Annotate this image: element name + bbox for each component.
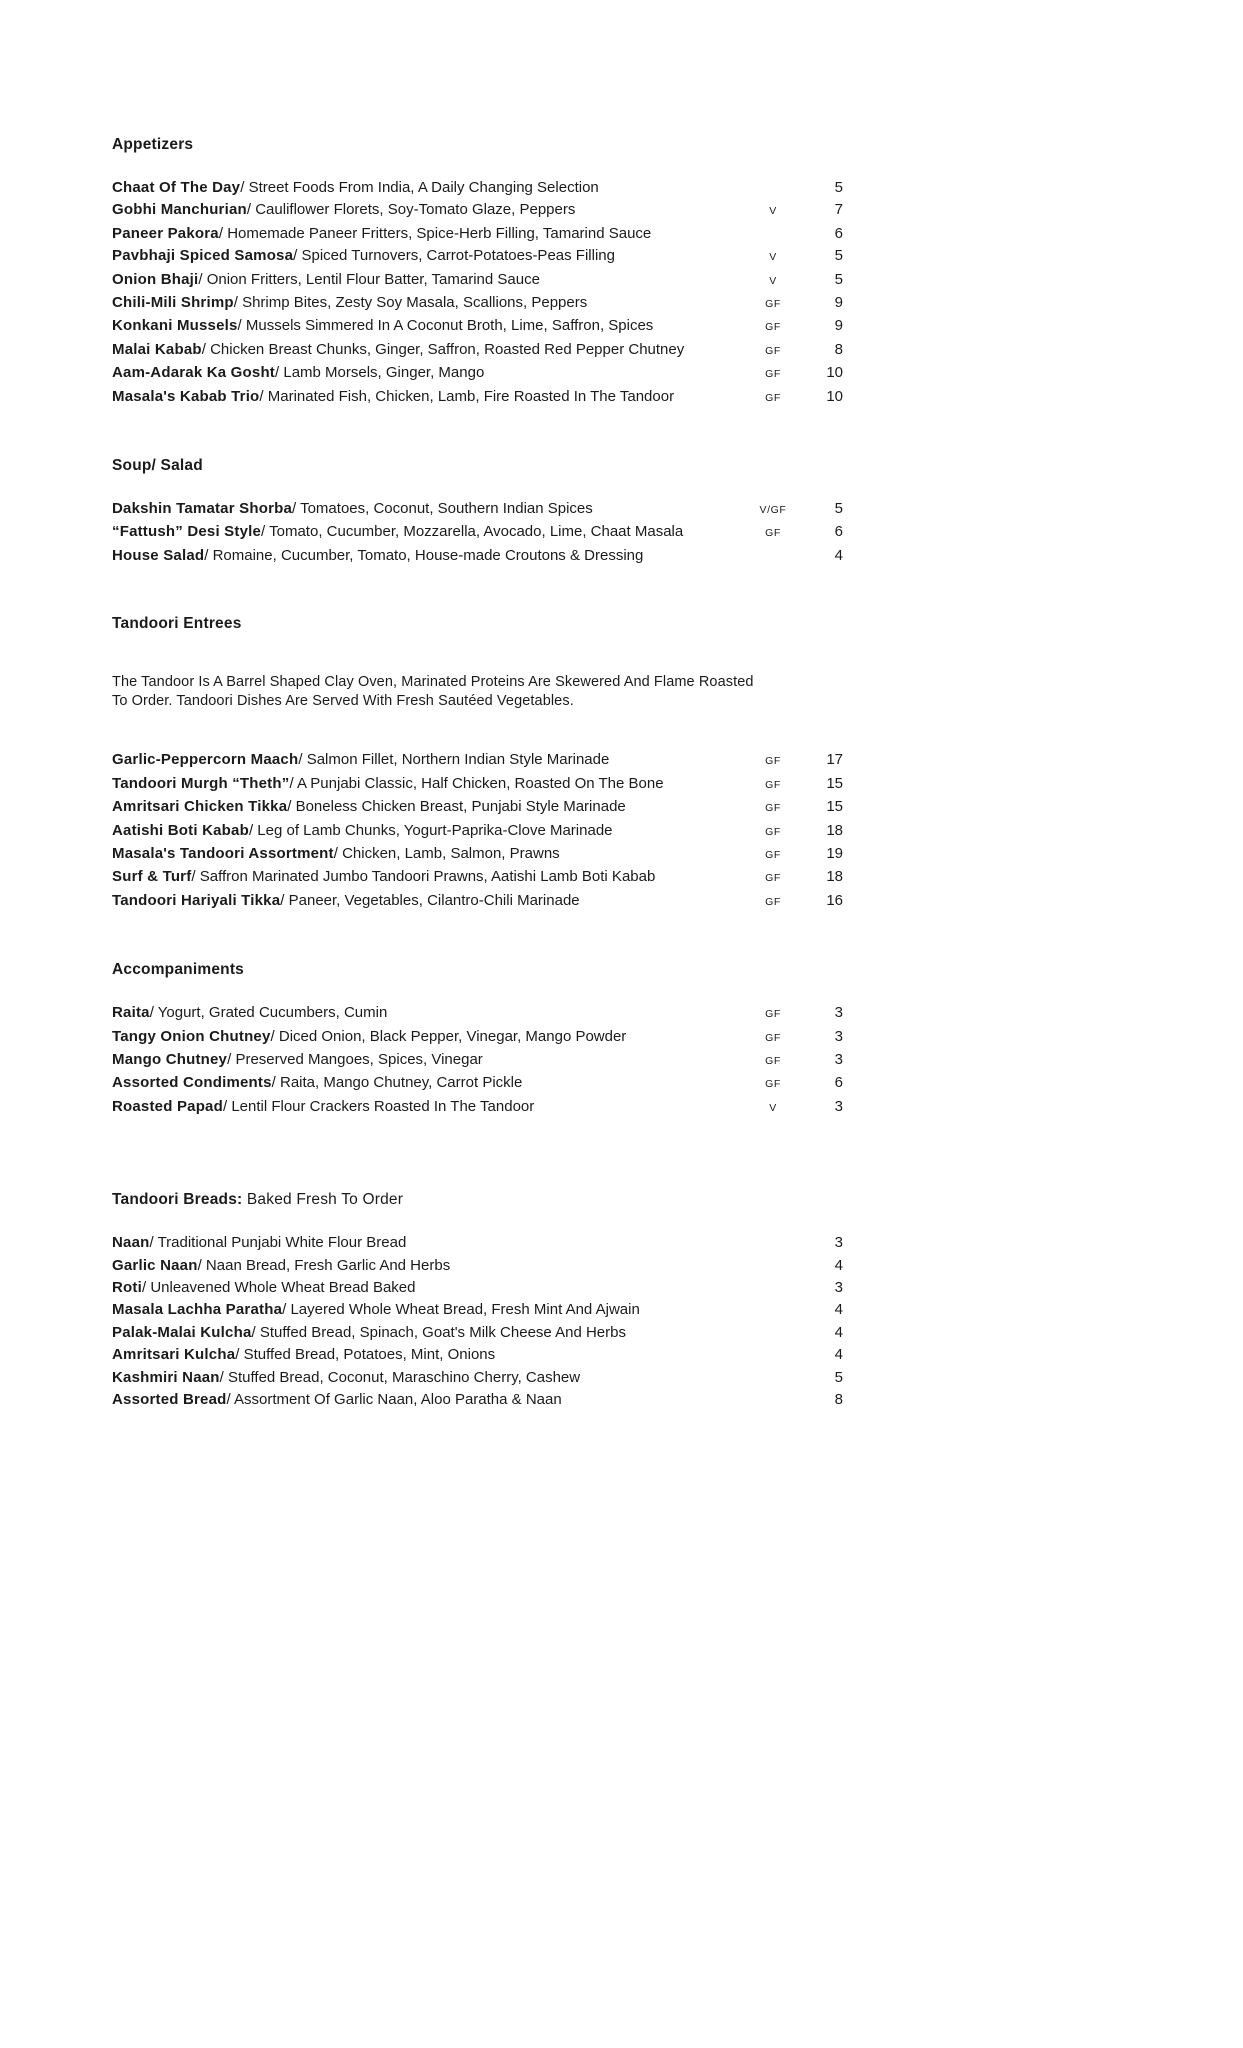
item-price: 17: [826, 751, 843, 769]
item-description: Preserved Mangoes, Spices, Vinegar: [235, 1050, 483, 1068]
item-name: Paneer Pakora: [112, 224, 219, 242]
item-diet-tag: GF: [765, 802, 781, 815]
item-name: Konkani Mussels: [112, 317, 238, 335]
item-price: 6: [834, 1074, 843, 1092]
item-price: 9: [834, 294, 843, 312]
menu-item: [112, 521, 843, 544]
menu-item: [112, 1367, 843, 1389]
menu-item-text: [112, 1255, 743, 1277]
menu-item-text: [112, 1232, 743, 1254]
section-note: The Tandoor Is A Barrel Shaped Clay Oven, Marinated Proteins Are Skewered And Flame Roasted To Order. Tandoori Dishes Are Served With Fresh Sautéed Vegetables.: [112, 674, 754, 710]
item-name: Pavbhaji Spiced Samosa: [112, 247, 294, 265]
item-description: Cauliflower Florets, Soy-Tomato Glaze, Peppers: [255, 201, 576, 219]
item-separator: /: [287, 798, 292, 816]
menu-item-text: [112, 521, 743, 543]
item-price: 5: [834, 179, 843, 196]
item-description: Spiced Turnovers, Carrot-Potatoes-Peas Filling: [301, 247, 615, 265]
item-diet-tag: GF: [765, 895, 781, 908]
menu-item: [112, 1344, 843, 1366]
menu-item: [112, 1049, 843, 1072]
item-price: 18: [826, 821, 843, 839]
item-description: Leg of Lamb Chunks, Yogurt-Paprika-Clove Marinade: [257, 821, 613, 839]
item-price: 6: [834, 224, 843, 242]
item-name: Amritsari Kulcha: [112, 1346, 236, 1364]
menu-item-text: [112, 773, 743, 795]
item-name: Surf & Turf: [112, 868, 192, 886]
item-diet-tag: GF: [765, 298, 781, 311]
item-price: 4: [834, 1256, 843, 1274]
item-name: Amritsari Chicken Tikka: [112, 798, 288, 816]
item-separator: /: [226, 1391, 231, 1408]
section-title-text: Soup/ Salad: [112, 457, 203, 475]
item-separator: /: [218, 224, 224, 242]
item-diet-tag: GF: [765, 755, 781, 768]
item-price: 5: [834, 247, 843, 265]
item-diet-tag: GF: [765, 344, 781, 357]
item-name: Malai Kabab: [112, 340, 202, 358]
item-description: Marinated Fish, Chicken, Lamb, Fire Roasted In The Tandoor: [267, 387, 675, 405]
item-diet-tag: V: [769, 1101, 777, 1114]
menu-item-text: [112, 1096, 743, 1118]
item-separator: /: [198, 270, 203, 288]
section-items: [112, 749, 843, 913]
item-separator: /: [219, 1368, 224, 1386]
item-price: 16: [826, 891, 843, 909]
item-price: 5: [834, 270, 843, 288]
menu-content: [112, 136, 843, 1411]
section-items: [112, 498, 843, 567]
item-diet-tag: GF: [765, 368, 781, 381]
item-description: Diced Onion, Black Pepper, Vinegar, Mango Powder: [278, 1027, 627, 1045]
item-name: Garlic Naan: [112, 1256, 198, 1274]
item-price: 4: [834, 1301, 843, 1319]
menu-item: [112, 339, 843, 362]
item-description: Tomato, Cucumber, Mozzarella, Avocado, Lime, Chaat Masala: [269, 523, 684, 541]
item-name: Garlic-Peppercorn Maach: [112, 751, 299, 769]
menu-item: [112, 223, 843, 245]
menu-section: [112, 961, 843, 1119]
menu-item-text: [112, 386, 743, 408]
menu-item: [112, 362, 843, 385]
menu-item: [112, 1299, 843, 1321]
menu-item-text: [112, 292, 743, 314]
item-price: 3: [834, 1278, 843, 1296]
menu-item: [112, 866, 843, 889]
item-description: Tomatoes, Coconut, Southern Indian Spices: [300, 500, 593, 518]
item-diet-tag: GF: [765, 1031, 781, 1044]
menu-item-text: [112, 1026, 743, 1048]
item-name: Assorted Condiments: [112, 1074, 272, 1092]
menu-item: [112, 292, 843, 315]
menu-item-text: [112, 177, 743, 199]
section-subtitle: Baked Fresh To Order: [246, 1191, 404, 1209]
item-separator: /: [149, 1234, 154, 1252]
item-diet-tag: GF: [765, 1078, 781, 1091]
item-description: Stuffed Bread, Potatoes, Mint, Onions: [243, 1346, 496, 1364]
section-items: [112, 1002, 843, 1119]
menu-item-text: [112, 1072, 743, 1094]
item-price: 9: [834, 317, 843, 335]
menu-item-text: [112, 866, 743, 888]
item-description: Chicken Breast Chunks, Ginger, Saffron, Roasted Red Pepper Chutney: [210, 340, 685, 358]
item-price: 3: [834, 1097, 843, 1115]
menu-item: [112, 269, 843, 292]
item-description: Lentil Flour Crackers Roasted In The Tandoor: [231, 1097, 535, 1115]
item-separator: /: [292, 500, 297, 518]
item-description: Onion Fritters, Lentil Flour Batter, Tamarind Sauce: [206, 270, 540, 288]
item-name: “Fattush” Desi Style: [112, 523, 262, 541]
section-title: [112, 457, 843, 475]
item-name: Masala Lachha Paratha: [112, 1301, 283, 1319]
item-name: Chaat Of The Day: [112, 179, 241, 196]
menu-item: [112, 1072, 843, 1095]
section-title-text: Appetizers: [112, 136, 194, 153]
menu-item-text: [112, 223, 743, 245]
section-title-text: Accompaniments: [112, 961, 244, 979]
menu-item-text: [112, 1277, 743, 1299]
item-separator: /: [289, 774, 294, 792]
item-separator: /: [197, 1256, 202, 1274]
menu-item-text: [112, 545, 743, 567]
menu-item: [112, 1096, 843, 1119]
section-title: [112, 961, 843, 979]
menu-item: [112, 1277, 843, 1299]
item-name: Raita: [112, 1004, 150, 1022]
item-price: 15: [826, 774, 843, 792]
item-separator: /: [280, 891, 285, 909]
item-diet-tag: V/GF: [759, 504, 787, 517]
menu-item: [112, 1232, 843, 1254]
item-price: 6: [834, 523, 843, 541]
menu-item-text: [112, 339, 743, 361]
item-price: 4: [834, 1346, 843, 1364]
item-price: 4: [834, 546, 843, 564]
item-diet-tag: GF: [765, 778, 781, 791]
item-description: Yogurt, Grated Cucumbers, Cumin: [157, 1004, 388, 1022]
menu-item-text: [112, 1367, 743, 1389]
item-separator: /: [141, 1278, 147, 1296]
item-price: 18: [826, 868, 843, 886]
menu-item-text: [112, 245, 743, 267]
item-separator: /: [270, 1027, 275, 1045]
item-separator: /: [222, 1097, 228, 1115]
item-separator: /: [271, 1074, 276, 1092]
item-separator: /: [149, 1004, 154, 1022]
menu-item-text: [112, 1344, 743, 1366]
item-description: Homemade Paneer Fritters, Spice-Herb Filling, Tamarind Sauce: [227, 224, 652, 242]
item-separator: /: [227, 1050, 232, 1068]
section-items: [112, 177, 843, 409]
menu-item: [112, 315, 843, 338]
menu-section: [112, 615, 843, 913]
item-diet-tag: V: [769, 251, 777, 264]
section-title: [112, 1191, 843, 1209]
menu-item-text: [112, 199, 743, 221]
item-description: Assortment Of Garlic Naan, Aloo Paratha & Naan: [234, 1391, 562, 1408]
menu-item-text: [112, 362, 743, 384]
menu-item-text: [112, 1002, 743, 1024]
menu-item: [112, 749, 843, 772]
menu-item: [112, 498, 843, 521]
item-name: Masala's Kabab Trio: [112, 387, 260, 405]
item-price: 7: [834, 201, 843, 219]
item-separator: /: [282, 1301, 287, 1319]
item-name: Aatishi Boti Kabab: [112, 821, 249, 839]
menu-item: [112, 386, 843, 409]
menu-item-text: [112, 749, 743, 771]
item-diet-tag: GF: [765, 391, 781, 404]
item-description: Salmon Fillet, Northern Indian Style Marinade: [306, 751, 610, 769]
menu-item-text: [112, 269, 743, 291]
item-separator: /: [201, 340, 206, 358]
item-separator: /: [246, 201, 252, 219]
item-separator: /: [204, 546, 209, 564]
item-price: 19: [826, 844, 843, 862]
menu-item: [112, 796, 843, 819]
item-description: Romaine, Cucumber, Tomato, House-made Croutons & Dressing: [212, 546, 644, 564]
section-title-text: Tandoori Breads:: [112, 1191, 243, 1209]
item-name: Tangy Onion Chutney: [112, 1027, 271, 1045]
item-name: Onion Bhaji: [112, 270, 199, 288]
item-separator: /: [333, 844, 338, 862]
item-description: Naan Bread, Fresh Garlic And Herbs: [205, 1256, 451, 1274]
item-description: A Punjabi Classic, Half Chicken, Roasted On The Bone: [296, 774, 664, 792]
item-diet-tag: GF: [765, 527, 781, 540]
item-description: Boneless Chicken Breast, Punjabi Style Marinade: [295, 798, 626, 816]
item-description: Stuffed Bread, Coconut, Maraschino Cherry, Cashew: [227, 1368, 581, 1386]
item-price: 10: [826, 387, 843, 405]
item-price: 5: [834, 1368, 843, 1386]
item-separator: /: [261, 523, 266, 541]
menu-section: [112, 136, 843, 409]
menu-item: [112, 1255, 843, 1277]
item-name: House Salad: [112, 546, 205, 564]
menu-item-text: [112, 1299, 743, 1321]
item-name: Roasted Papad: [112, 1097, 223, 1115]
item-price: 3: [834, 1027, 843, 1045]
menu-item: [112, 820, 843, 843]
item-separator: /: [298, 751, 303, 769]
item-price: 3: [834, 1234, 843, 1252]
item-name: Chili-Mili Shrimp: [112, 294, 234, 312]
item-description: Mussels Simmered In A Coconut Broth, Lime, Saffron, Spices: [245, 317, 654, 335]
item-separator: /: [237, 317, 242, 335]
item-separator: /: [233, 294, 238, 312]
menu-item: [112, 1322, 843, 1344]
item-diet-tag: GF: [765, 848, 781, 861]
menu-item-text: [112, 1322, 743, 1344]
item-diet-tag: GF: [765, 1008, 781, 1021]
item-price: 8: [834, 340, 843, 358]
menu-section: [112, 457, 843, 567]
menu-item-text: [112, 843, 743, 865]
item-price: 3: [834, 1004, 843, 1022]
item-name: Tandoori Hariyali Tikka: [112, 891, 281, 909]
item-name: Gobhi Manchurian: [112, 201, 247, 219]
menu-item: [112, 890, 843, 913]
item-name: Naan: [112, 1234, 150, 1252]
item-description: Raita, Mango Chutney, Carrot Pickle: [280, 1074, 523, 1092]
menu-item-text: [112, 498, 743, 520]
menu-section: [112, 1191, 843, 1411]
menu-item: [112, 177, 843, 199]
item-separator: /: [259, 387, 264, 405]
item-diet-tag: GF: [765, 321, 781, 334]
item-description: Stuffed Bread, Spinach, Goat's Milk Cheese And Herbs: [259, 1323, 626, 1341]
item-diet-tag: GF: [765, 825, 781, 838]
item-name: Mango Chutney: [112, 1050, 228, 1068]
menu-item: [112, 545, 843, 567]
menu-item: [112, 843, 843, 866]
item-separator: /: [293, 247, 298, 265]
item-diet-tag: GF: [765, 872, 781, 885]
menu-item: [112, 1389, 843, 1411]
item-separator: /: [191, 868, 196, 886]
item-name: Aam-Adarak Ka Gosht: [112, 364, 276, 382]
item-description: Street Foods From India, A Daily Changing Selection: [248, 179, 599, 196]
item-diet-tag: V: [769, 274, 777, 287]
item-name: Masala's Tandoori Assortment: [112, 844, 334, 862]
item-price: 8: [834, 1391, 843, 1408]
item-description: Paneer, Vegetables, Cilantro-Chili Marinade: [288, 891, 580, 909]
menu-item: [112, 1026, 843, 1049]
item-description: Lamb Morsels, Ginger, Mango: [283, 364, 485, 382]
item-name: Dakshin Tamatar Shorba: [112, 500, 293, 518]
item-description: Chicken, Lamb, Salmon, Prawns: [342, 844, 560, 862]
item-price: 3: [834, 1050, 843, 1068]
item-description: Shrimp Bites, Zesty Soy Masala, Scallions, Peppers: [242, 294, 588, 312]
menu-item-text: [112, 820, 743, 842]
item-name: Tandoori Murgh “Theth”: [112, 774, 290, 792]
section-title-text: Tandoori Entrees: [112, 615, 242, 633]
menu-item: [112, 199, 843, 222]
item-price: 15: [826, 798, 843, 816]
menu-item: [112, 773, 843, 796]
item-separator: /: [248, 821, 254, 839]
menu-item-text: [112, 890, 743, 912]
menu-item: [112, 245, 843, 268]
section-items: [112, 1232, 843, 1411]
item-diet-tag: V: [769, 205, 777, 218]
item-description: Layered Whole Wheat Bread, Fresh Mint And Ajwain: [290, 1301, 640, 1319]
menu-item: [112, 1002, 843, 1025]
item-price: 5: [834, 500, 843, 518]
item-diet-tag: GF: [765, 1054, 781, 1067]
item-description: Traditional Punjabi White Flour Bread: [157, 1234, 407, 1252]
menu-item-text: [112, 1389, 743, 1411]
item-name: Kashmiri Naan: [112, 1368, 220, 1386]
menu-item-text: [112, 315, 743, 337]
item-name: Roti: [112, 1278, 142, 1296]
item-price: 10: [826, 364, 843, 382]
item-separator: /: [275, 364, 280, 382]
item-separator: /: [235, 1346, 240, 1364]
item-price: 4: [834, 1323, 843, 1341]
item-name: Palak-Malai Kulcha: [112, 1323, 252, 1341]
section-title: [112, 615, 843, 633]
item-separator: /: [240, 179, 245, 196]
item-name: Assorted Bread: [112, 1391, 227, 1408]
menu-item-text: [112, 796, 743, 818]
section-title: [112, 136, 843, 154]
item-description: Saffron Marinated Jumbo Tandoori Prawns, Aatishi Lamb Boti Kabab: [199, 868, 656, 886]
item-separator: /: [251, 1323, 256, 1341]
item-description: Unleavened Whole Wheat Bread Baked: [150, 1278, 416, 1296]
menu-item-text: [112, 1049, 743, 1071]
